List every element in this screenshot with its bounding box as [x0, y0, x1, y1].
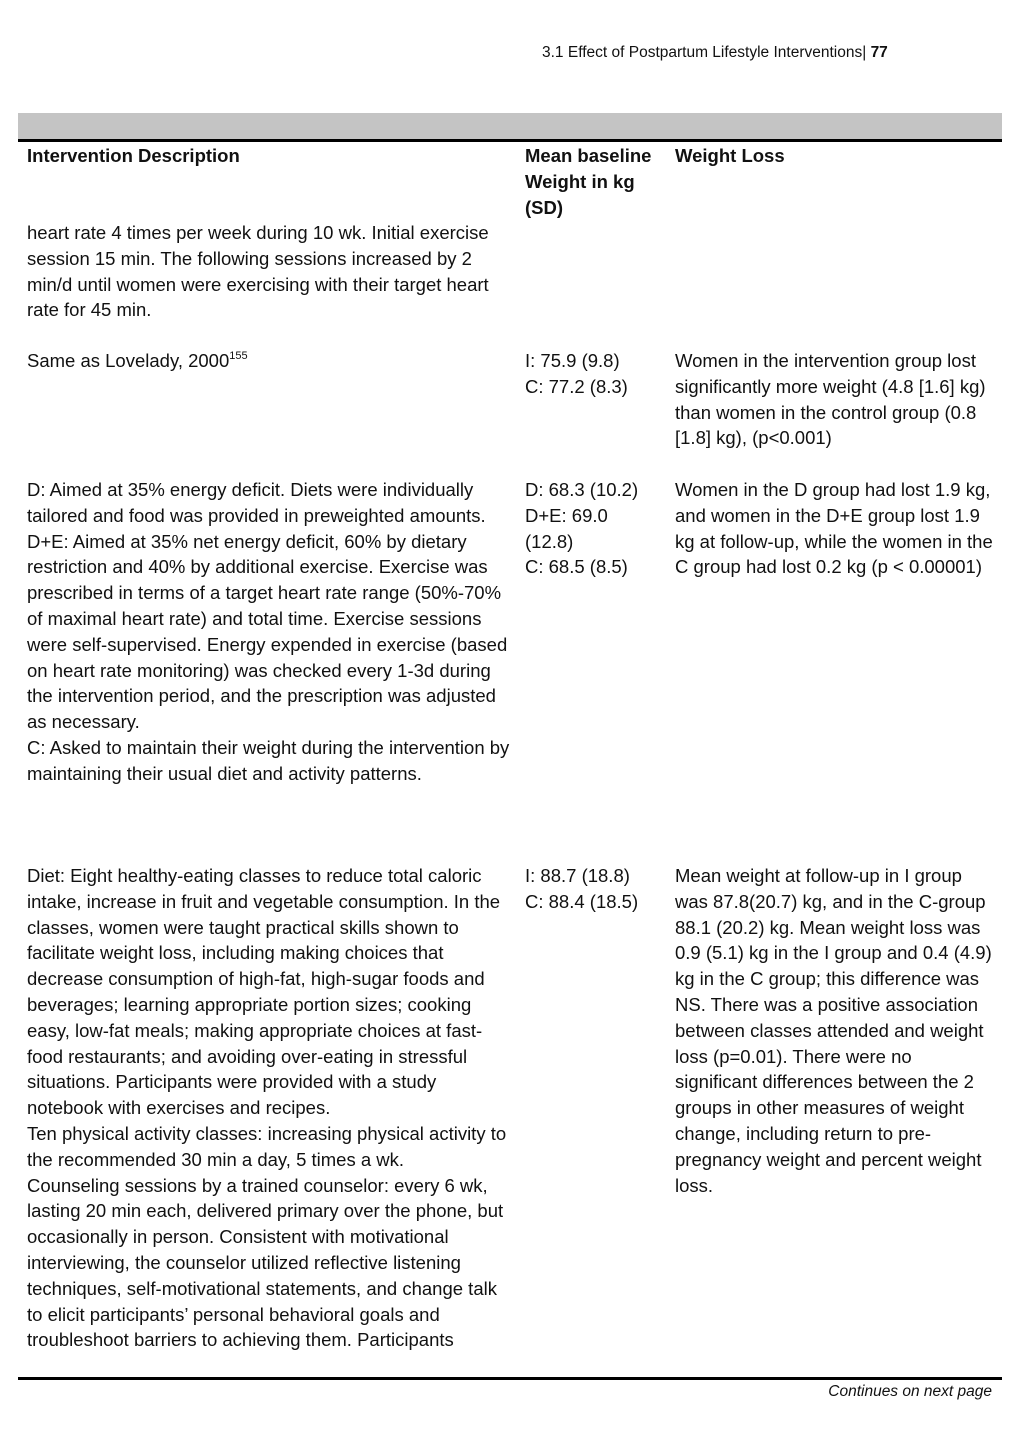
intervention-text: Same as Lovelady, 2000	[27, 350, 230, 371]
column-divider	[665, 142, 667, 1377]
baseline-cell: I: 75.9 (9.8) C: 77.2 (8.3)	[525, 350, 628, 397]
table-top-band	[18, 113, 1002, 139]
intervention-cell: D: Aimed at 35% energy deficit. Diets were individually tailored and food was provided in preweighted amounts. D+E: Aimed at 35% net energy deficit, 60% by dietary restriction and 40% by additional exercise. Exercise was prescribed in terms of a target heart rate range (50%-70% of maximal heart rate) and total time. Exercise sessions were self-supervised. Energy expended in exercise (based on heart rate monitoring) was checked every 1-3d during the intervention period, and the prescription was adjusted as necessary. C: Asked to maintain their weight during the intervention by maintaining their usual diet and activity patterns.	[27, 479, 510, 784]
intervention-cell: Diet: Eight healthy-eating classes to reduce total caloric intake, increase in fruit and vegetable consumption. In the classes, women were taught practical skills shown to facilitate weight loss, including making choices that decrease consumption of high-fat, high-sugar foods and beverages; learning appropriate portion sizes; cooking easy, low-fat meals; making appropriate choices at fast-food restaurants; and avoiding over-eating in stressful situations. Participants were provided with a study notebook with exercises and recipes. Ten physical activity classes: increasing physical activity to the recommended 30 min a day, 5 times a wk. Counseling sessions by a trained counselor: every 6 wk, lasting 20 min each, delivered primary over the phone, but occasionally in person. Consistent with motivational interviewing, the counselor utilized reflective listening techniques, self-motivational statements, and change talk to elicit participants’ personal behavioral goals and troubleshoot barriers to achieving them. Participants	[27, 865, 507, 1351]
reference-superscript: 155	[229, 349, 248, 362]
page-header	[542, 44, 888, 62]
weight-loss-cell: Women in the D group had lost 1.9 kg, and women in the D+E group lost 1.9 kg at follow-up, while the women in the C group had lost 0.2 kg (p < 0.00001)	[675, 479, 993, 578]
header-intervention-description: Intervention Description	[27, 145, 240, 166]
baseline-cell: I: 88.7 (18.8) C: 88.4 (18.5)	[525, 865, 639, 912]
intervention-cell: heart rate 4 times per week during 10 wk. Initial exercise session 15 min. The following sessions increased by 2 min/d until women were exercising with their target heart rate for 45 min.	[27, 222, 489, 321]
weight-loss-cell: Mean weight at follow-up in I group was 87.8(20.7) kg, and in the C-group 88.1 (20.2) kg. Mean weight loss was 0.9 (5.1) kg in the I group and 0.4 (4.9) kg in the C group; this difference was NS. There was a positive association between classes attended and weight loss (p=0.01). There were no significant differences between the 2 groups in other measures of weight change, including return to pre-pregnancy weight and percent weight loss.	[675, 865, 992, 1196]
table-bottom-rule	[18, 1377, 1002, 1380]
intervention-cell	[27, 348, 513, 374]
page-number: 77	[870, 44, 888, 61]
header-separator: |	[862, 44, 867, 61]
header-weight-loss: Weight Loss	[675, 145, 785, 166]
baseline-cell: D: 68.3 (10.2) D+E: 69.0 (12.8) C: 68.5 (8.5)	[525, 479, 639, 578]
table-top-rule	[18, 139, 1002, 142]
weight-loss-cell: Women in the intervention group lost significantly more weight (4.8 [1.6] kg) than women in the control group (0.8 [1.8] kg), (p<0.001)	[675, 350, 986, 449]
header-title: 3.1 Effect of Postpartum Lifestyle Interventions	[542, 44, 863, 61]
header-mean-baseline-weight: Mean baseline Weight in kg (SD)	[525, 145, 652, 218]
continues-note: Continues on next page	[828, 1383, 992, 1400]
column-divider	[518, 142, 520, 1377]
